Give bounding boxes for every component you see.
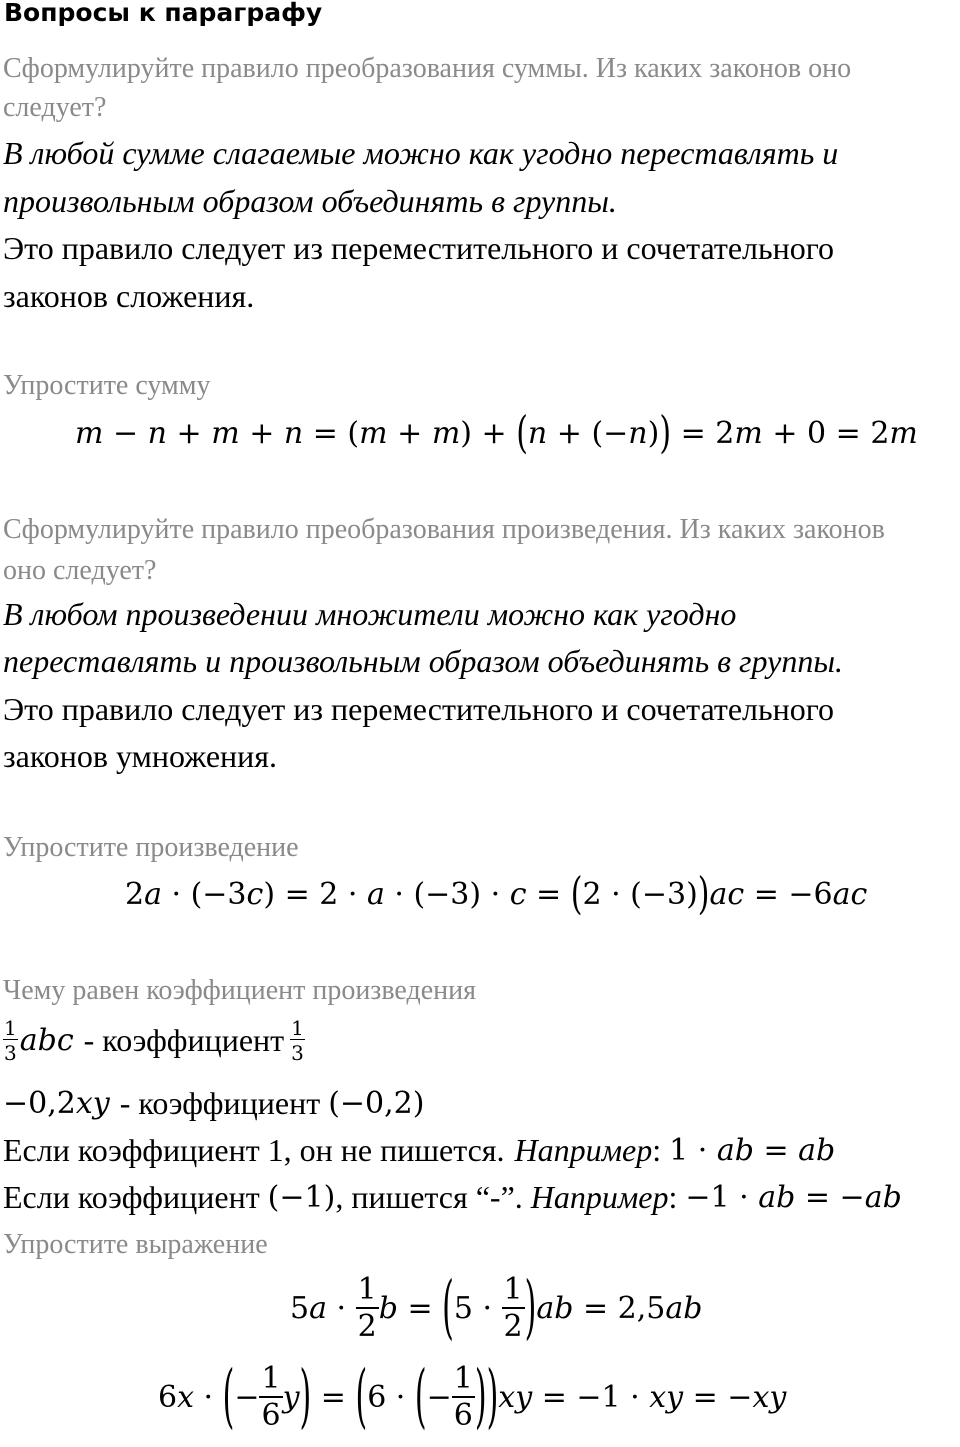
expression-2: 6 x · ( − $\frac{1}{6}$ y ) = ( 6 · ( − $\frac{1}{6}$ ) ) xy = −1 · xy = − xy xyxy=(158,1357,787,1438)
fraction-one-third: $\frac{1}{3}$ xyxy=(4,1016,17,1065)
question-1-line-2: следует? xyxy=(3,92,107,123)
rule-1-example-label: Например xyxy=(514,1132,653,1168)
rule-1-text: Если коэффициент 1, он не пишется. xyxy=(3,1132,505,1168)
rule-2-text-b: , пишется “-”. xyxy=(335,1179,523,1215)
answer-3-line-1: Это правило следует из переместительного и сочетательного xyxy=(3,691,835,727)
answer-3-italic-line-1: В любом произведении множители можно как угодно xyxy=(3,596,737,632)
answer-3-italic-line-2: переставлять и произвольным образом объединять в группы. xyxy=(3,643,843,679)
coefficient-word: - коэффициент xyxy=(83,1022,285,1058)
sum-equation: m − n + m + n = ( m + m ) + ( n + (− n ) ) = 2 m + 0 = 2 m xyxy=(75,408,918,459)
page-heading: Вопросы к параграфу xyxy=(4,0,323,27)
question-3-line-2: оно следует? xyxy=(3,555,157,586)
coefficient-word-2: - коэффициент xyxy=(119,1085,321,1121)
answer-3-line-2: законов умножения. xyxy=(3,738,278,774)
question-5: Чему равен коэффициент произведения xyxy=(3,975,477,1006)
question-1-line-1: Сформулируйте правило преобразования суммы. Из каких законов оно xyxy=(3,53,852,84)
fraction-one-third-coef: $\frac{1}{3}$ xyxy=(291,1016,304,1065)
question-4: Упростите произведение xyxy=(3,832,299,863)
answer-1-line-2: законов сложения. xyxy=(3,278,255,314)
product-equation: 2 a · (−3 c ) = 2 · a · (−3) · c = ( 2 · (−3) ) ac = −6 ac xyxy=(125,869,868,920)
coefficient-line-1: $\frac{1}{3}$ abc - коэффициент $\frac{1}{3}$ xyxy=(4,1016,304,1065)
question-2: Упростите сумму xyxy=(3,370,211,401)
rule-2-example-label: Например xyxy=(530,1179,669,1215)
rule-coefficient-one: Если коэффициент 1, он не пишется. Например : 1 · ab = ab xyxy=(3,1127,835,1174)
coefficient-line-2: −0,2xy - коэффициент (−0,2) xyxy=(3,1080,424,1127)
rule-coefficient-minus-one: Если коэффициент (−1) , пишется “-”. Например : −1 · ab = −ab xyxy=(3,1174,902,1221)
answer-1-line-1: Это правило следует из переместительного и сочетательного xyxy=(3,230,835,266)
answer-1-italic-line-2: произвольным образом объединять в группы. xyxy=(3,183,617,219)
rule-2-text-a: Если коэффициент xyxy=(3,1179,260,1215)
answer-1-italic-line-1: В любой сумме слагаемые можно как угодно переставлять и xyxy=(3,135,839,171)
expression-1: 5 a · $\frac{1}{2}$ b = ( 5 · $\frac{1}{2}$ ) ab = 2,5 ab xyxy=(290,1268,703,1349)
question-3-line-1: Сформулируйте правило преобразования произведения. Из каких законов xyxy=(3,514,885,545)
question-6: Упростите выражение xyxy=(3,1229,268,1260)
